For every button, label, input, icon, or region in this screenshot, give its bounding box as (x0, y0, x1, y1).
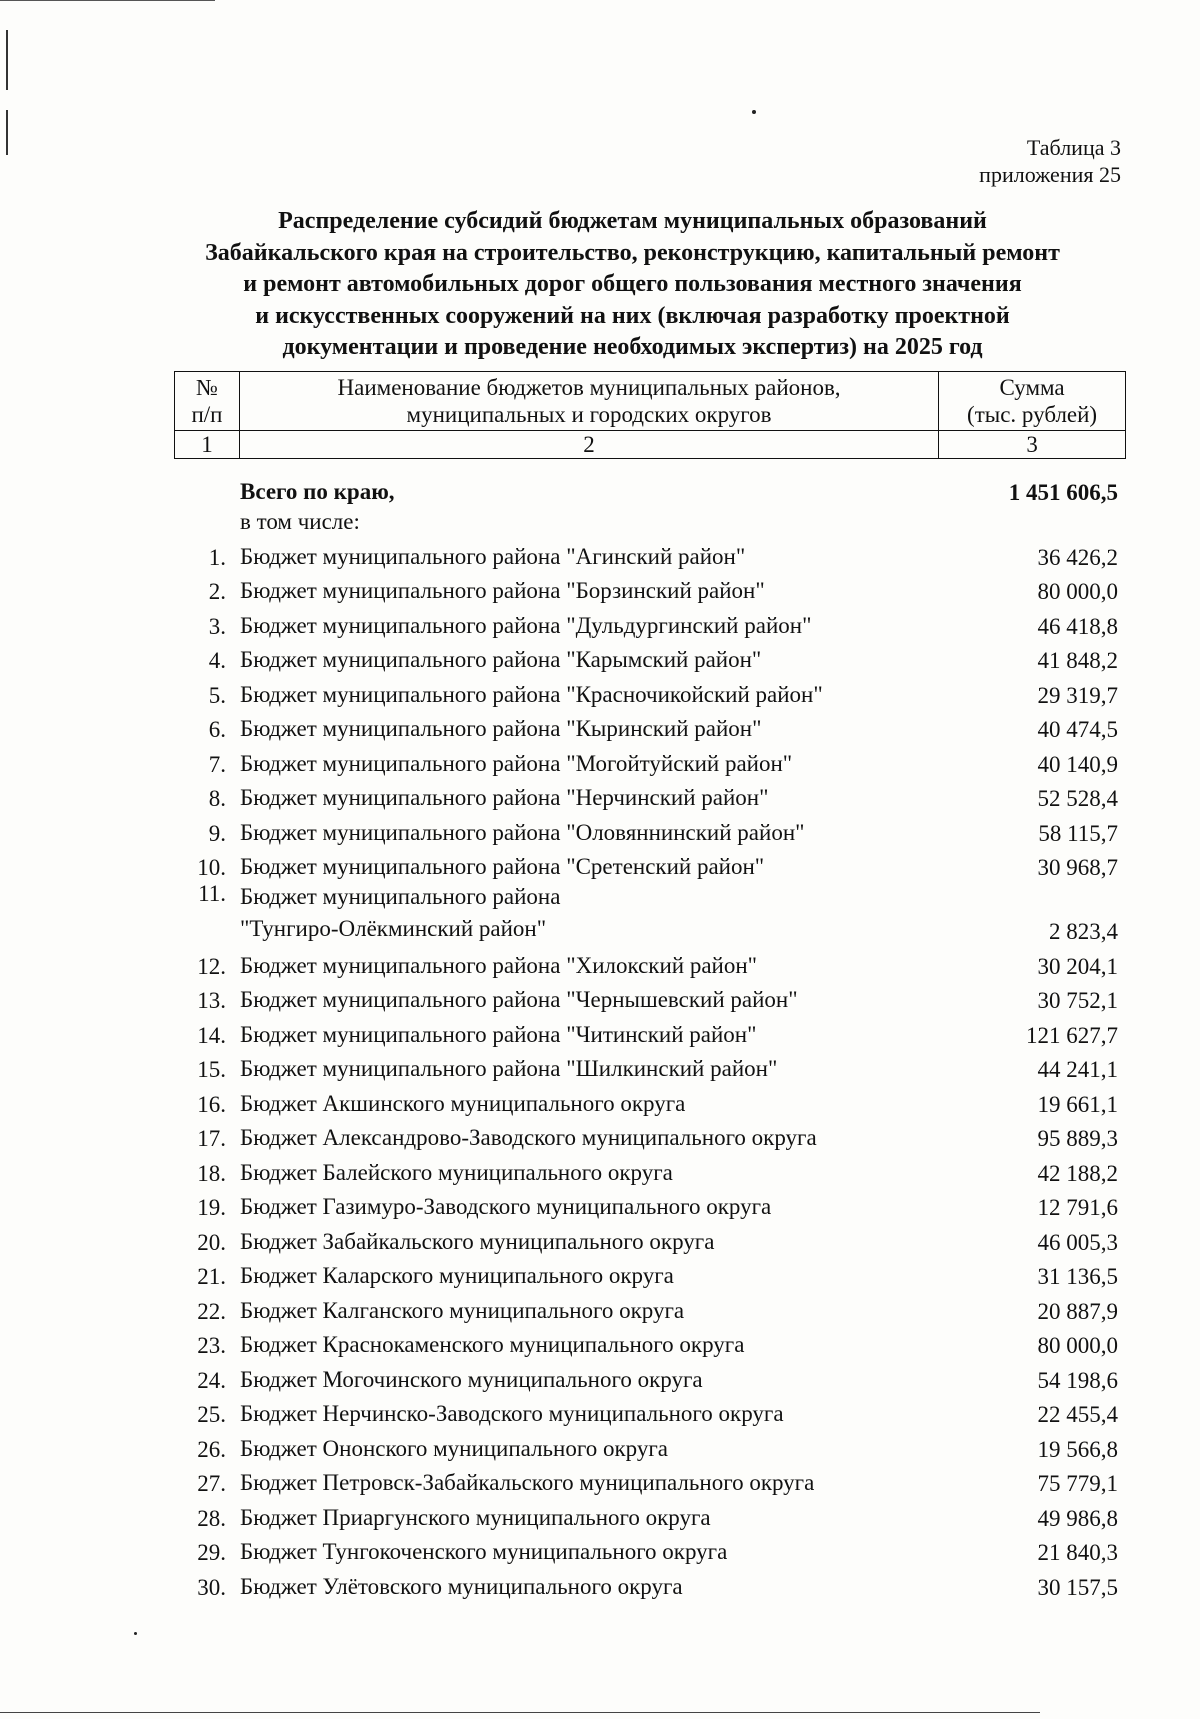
total-amount: 1 451 606,5 (1008, 480, 1118, 505)
table-row (174, 1566, 1126, 1601)
row-budget-name: Бюджет муниципального района "Кыринский район" (240, 716, 762, 741)
row-budget-name-line-2: "Тунгиро-Олёкминский район" (240, 916, 547, 941)
table-row (174, 1428, 1126, 1463)
title-line: Распределение субсидий бюджетам муниципальных образований (278, 208, 987, 234)
row-amount: 22 455,4 (1037, 1402, 1118, 1427)
header-amount-cell (939, 372, 1126, 431)
table-row (174, 1497, 1126, 1532)
row-number: 14. (197, 1022, 226, 1048)
row-budget-name: Бюджет Ононского муниципального округа (240, 1435, 668, 1461)
row-number: 28. (197, 1505, 226, 1531)
scan-speck (134, 1632, 137, 1635)
row-amount: 30 752,1 (1037, 988, 1118, 1013)
row-budget-name: Бюджет муниципального района "Нерчинский район" (240, 785, 769, 810)
row-budget-name: Бюджет муниципального района "Сретенский район" (240, 854, 765, 879)
row-budget-name: Бюджет муниципального района "Читинский район" (240, 1021, 757, 1047)
row-budget-name: Бюджет муниципального района "Карымский район" (240, 647, 762, 672)
row-amount: 30 157,5 (1037, 1574, 1118, 1600)
row-budget-name-line-1: Бюджет муниципального района (240, 884, 561, 909)
row-number: 24. (197, 1367, 226, 1393)
table-row (174, 640, 1126, 675)
row-amount: 12 791,6 (1037, 1195, 1118, 1220)
row-amount: 46 005,3 (1037, 1229, 1118, 1255)
header-row (175, 372, 1126, 431)
row-number: 20. (197, 1229, 226, 1255)
row-amount: 46 418,8 (1037, 613, 1118, 639)
row-amount: 20 887,9 (1037, 1298, 1118, 1324)
title-line: и искусственных сооружений на них (включая разработку проектной (255, 302, 1010, 329)
table-row (174, 1152, 1126, 1187)
title-line: документации и проведение необходимых экспертиз) на 2025 год (282, 334, 983, 360)
table-row (174, 847, 1126, 882)
subtotal-label-row (174, 506, 1126, 536)
row-number: 19. (197, 1195, 226, 1220)
table-row (174, 1359, 1126, 1394)
row-budget-name: Бюджет Могочинского муниципального округа (240, 1366, 703, 1392)
scan-edge-left (6, 30, 8, 90)
caption-line-1: Таблица 3 (1026, 135, 1121, 160)
row-amount: 2 823,4 (1049, 919, 1118, 944)
table-row (174, 1256, 1126, 1291)
table-row (174, 1394, 1126, 1429)
row-amount: 36 426,2 (1037, 544, 1118, 570)
row-budget-name: Бюджет Приаргунского муниципального округа (240, 1504, 711, 1530)
row-amount: 19 661,1 (1037, 1091, 1118, 1117)
row-budget-name (226, 881, 918, 945)
row-number: 22. (197, 1298, 226, 1324)
row-number: 18. (197, 1160, 226, 1186)
table-row (174, 1463, 1126, 1498)
table-row (174, 709, 1126, 744)
table-header (174, 371, 1126, 459)
row-amount: 21 840,3 (1037, 1540, 1118, 1565)
row-number: 26. (197, 1436, 226, 1462)
table-row (174, 1014, 1126, 1049)
row-amount: 52 528,4 (1037, 786, 1118, 811)
row-budget-name: Бюджет Акшинского муниципального округа (240, 1090, 686, 1116)
row-amount: 54 198,6 (1037, 1367, 1118, 1393)
scan-edge-bottom (0, 1712, 1040, 1713)
row-number: 29. (197, 1540, 226, 1565)
table-row (174, 1049, 1126, 1084)
column-number: 2 (239, 431, 938, 459)
row-budget-name: Бюджет муниципального района "Дульдургинский район" (240, 612, 812, 638)
row-amount: 40 140,9 (1037, 751, 1118, 777)
row-amount: 19 566,8 (1037, 1436, 1118, 1462)
row-amount: 121 627,7 (1026, 1022, 1118, 1048)
row-budget-name: Бюджет муниципального района "Оловяннинский район" (240, 819, 805, 845)
row-number: 12. (197, 953, 226, 979)
row-amount: 29 319,7 (1037, 682, 1118, 708)
row-amount: 30 968,7 (1037, 855, 1118, 880)
row-budget-name: Бюджет Газимуро-Заводского муниципального округа (240, 1194, 772, 1219)
table-row (174, 743, 1126, 778)
row-budget-name: Бюджет муниципального района "Хилокский район" (240, 952, 758, 978)
row-budget-name: Бюджет муниципального района "Борзинский район" (240, 578, 765, 603)
row-amount: 95 889,3 (1037, 1126, 1118, 1151)
row-number: 30. (197, 1574, 226, 1600)
row-amount: 80 000,0 (1037, 1333, 1118, 1358)
row-number: 9. (208, 820, 226, 846)
row-number: 6. (208, 717, 226, 742)
header-name-cell (239, 372, 938, 431)
scan-speck (752, 110, 756, 114)
table-row (174, 1532, 1126, 1567)
document-title (150, 206, 1115, 364)
title-line: и ремонт автомобильных дорог общего пользования местного значения (243, 271, 1022, 297)
row-number: 1. (208, 544, 226, 570)
row-number: 13. (197, 988, 226, 1013)
row-budget-name: Бюджет Балейского муниципального округа (240, 1159, 673, 1185)
row-budget-name: Бюджет муниципального района "Красночикойский район" (240, 681, 823, 707)
row-budget-name: Бюджет муниципального района "Могойтуйский район" (240, 750, 793, 776)
row-number: 21. (197, 1264, 226, 1289)
row-number: 23. (197, 1333, 226, 1358)
row-number: 16. (197, 1091, 226, 1117)
row-number: 3. (208, 613, 226, 639)
table-row (174, 536, 1126, 571)
header-name-line-2: муниципальных и городских округов (406, 402, 772, 427)
total-sublabel: в том числе: (240, 509, 360, 534)
table-body (174, 474, 1126, 1601)
row-budget-name: Бюджет Краснокаменского муниципального округа (240, 1332, 745, 1357)
scan-edge-top (0, 0, 215, 1)
table-row (174, 674, 1126, 709)
row-amount: 30 204,1 (1037, 953, 1118, 979)
row-amount: 40 474,5 (1037, 717, 1118, 742)
row-budget-name: Бюджет Каларского муниципального округа (240, 1263, 674, 1288)
row-number: 27. (197, 1471, 226, 1496)
row-amount: 31 136,5 (1037, 1264, 1118, 1289)
row-budget-name: Бюджет Тунгокоченского муниципального округа (240, 1539, 728, 1564)
row-budget-name: Бюджет муниципального района "Чернышевский район" (240, 987, 798, 1012)
table-row (174, 1083, 1126, 1118)
header-number-line-1: № (195, 375, 218, 400)
table-row (174, 605, 1126, 640)
row-number: 11. (198, 881, 226, 906)
row-amount: 75 779,1 (1037, 1471, 1118, 1496)
row-amount: 41 848,2 (1037, 648, 1118, 673)
header-number-cell (175, 372, 240, 431)
row-budget-name: Бюджет муниципального района "Агинский район" (240, 543, 746, 569)
row-amount: 49 986,8 (1037, 1505, 1118, 1531)
row-budget-name: Бюджет Петровск-Забайкальского муниципального округа (240, 1470, 815, 1495)
column-number: 3 (939, 431, 1126, 459)
total-label: Всего по краю, (240, 479, 395, 504)
table-row (174, 1290, 1126, 1325)
row-number: 17. (197, 1126, 226, 1151)
row-amount: 58 115,7 (1038, 820, 1118, 846)
table-row (174, 1187, 1126, 1222)
row-number: 4. (208, 648, 226, 673)
table-row (174, 812, 1126, 847)
row-budget-name: Бюджет Калганского муниципального округа (240, 1297, 685, 1323)
row-budget-name: Бюджет муниципального района "Шилкинский район" (240, 1056, 778, 1081)
row-number: 10. (197, 855, 226, 880)
table-row (174, 778, 1126, 813)
header-name-line-1: Наименование бюджетов муниципальных районов, (337, 375, 841, 400)
total-row (174, 474, 1126, 506)
row-number: 8. (208, 786, 226, 811)
table-row (174, 980, 1126, 1015)
table-row (174, 1221, 1126, 1256)
row-budget-name: Бюджет Нерчинско-Заводского муниципального округа (240, 1401, 784, 1426)
row-number: 7. (208, 751, 226, 777)
caption-line-2: приложения 25 (979, 162, 1121, 187)
table-row (174, 881, 1126, 945)
row-budget-name: Бюджет Забайкальского муниципального округа (240, 1228, 715, 1254)
row-number: 25. (197, 1402, 226, 1427)
row-number: 5. (208, 682, 226, 708)
row-number: 2. (208, 579, 226, 604)
table-caption (979, 134, 1121, 188)
column-number: 1 (175, 431, 240, 459)
row-amount: 80 000,0 (1037, 579, 1118, 604)
row-number: 15. (197, 1057, 226, 1082)
column-number-row (175, 431, 1126, 459)
table-row (174, 571, 1126, 606)
row-amount: 42 188,2 (1037, 1160, 1118, 1186)
table-row (174, 945, 1126, 980)
header-number-line-2: п/п (191, 402, 223, 427)
scan-edge-left-2 (6, 110, 8, 155)
row-amount: 44 241,1 (1037, 1057, 1118, 1082)
table-row (174, 1325, 1126, 1360)
row-budget-name: Бюджет Александрово-Заводского муниципального округа (240, 1125, 817, 1150)
row-budget-name: Бюджет Улётовского муниципального округа (240, 1573, 683, 1599)
title-line: Забайкальского края на строительство, реконструкцию, капитальный ремонт (205, 239, 1060, 266)
header-amount-line-1: Сумма (999, 375, 1065, 400)
header-amount-line-2: (тыс. рублей) (967, 402, 1098, 427)
table-row (174, 1118, 1126, 1153)
